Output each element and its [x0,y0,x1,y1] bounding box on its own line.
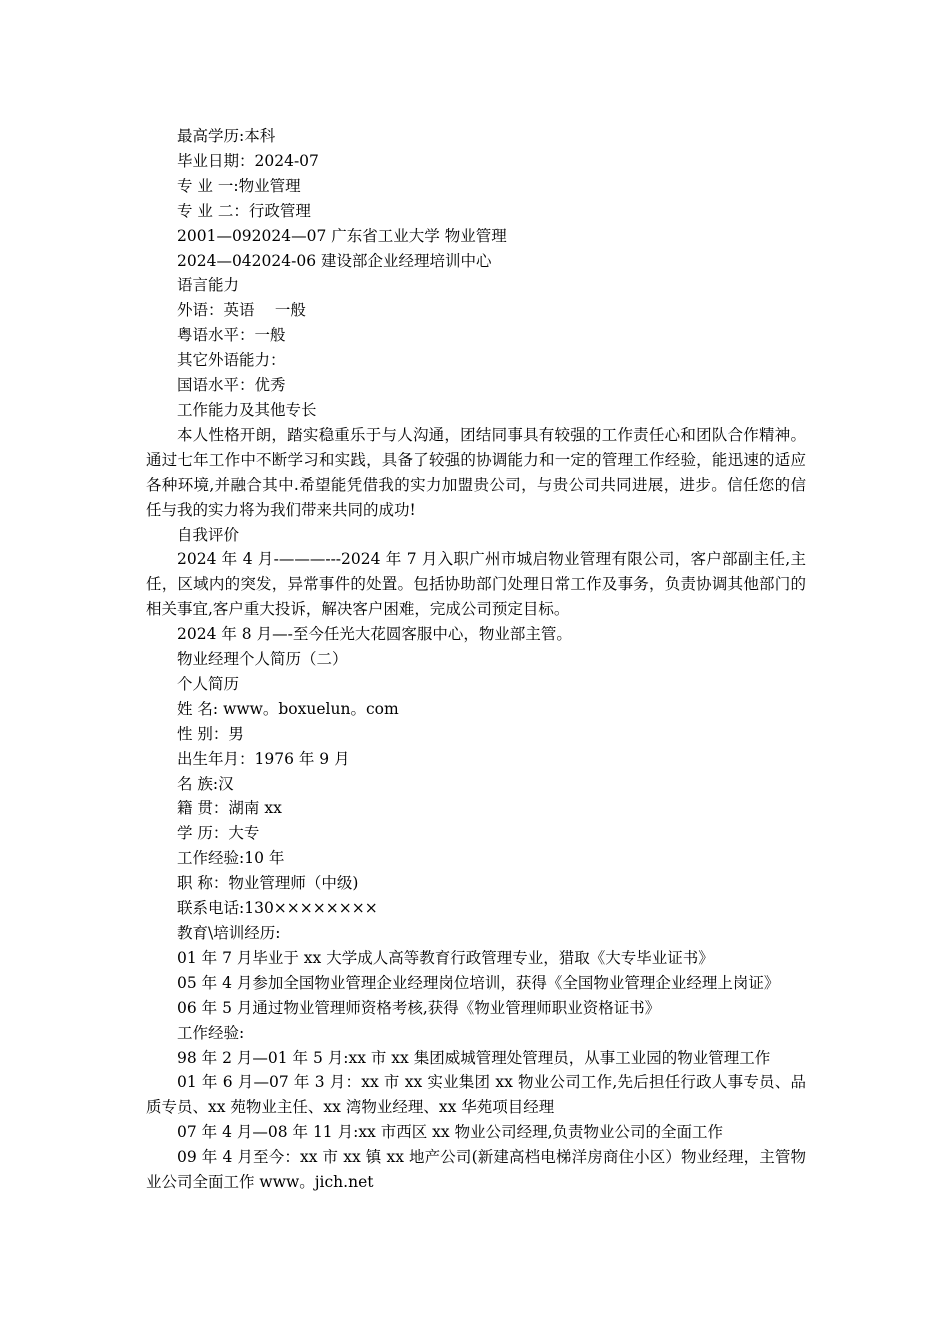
skills-paragraph: 本人性格开朗，踏实稳重乐于与人沟通，团结同事具有较强的工作责任心和团队合作精神。通过七年工作中不断学习和实践，具备了较强的协调能力和一定的管理工作经验，能迅速的适应各种环境,并融合其中.希望能凭借我的实力加盟贵公司，与贵公司共同进展，进步。信任您的信任与我的实力将为我们带来共同的成功! [146,425,806,519]
work-history-paragraph: 2024 年 4 月-———---2024 年 7 月入职广州市城启物业管理有限公司，客户部副主任,主任，区域内的突发，异常事件的处置。包括协助部门处理日常工作及事务，负责协调其他部门的相关事宜,客户重大投诉，解决客户困难，完成公司预定目标。 [146,550,806,619]
foreign-language: 外语：英语 一般 [177,301,306,320]
work-entry: 07 年 4 月—08 年 11 月:xx 市西区 xx 物业公司经理,负责物业公司的全面工作 [177,1123,723,1142]
graduation-date: 毕业日期：2024-07 [177,151,319,170]
education-entry: 2024—042024-06 建设部企业经理培训中心 [177,251,492,270]
work-entry: 09 年 4 月至今：xx 市 xx 镇 xx 地产公司(新建高档电梯洋房商住小区）物业经理，主管物业公司全面工作 www。jich.net [146,1148,806,1192]
name-field: 姓 名: www。boxuelun。com [177,699,399,718]
major-two: 专 业 二：行政管理 [177,201,311,220]
education-field: 学 历：大专 [177,824,260,843]
birth-date-field: 出生年月：1976 年 9 月 [177,749,350,768]
experience-years-field: 工作经验:10 年 [177,849,285,868]
section-heading-work-experience: 工作经验: [177,1023,245,1042]
mandarin-level: 国语水平：优秀 [177,376,286,395]
training-entry: 01 年 7 月毕业于 xx 大学成人高等教育行政管理专业，猎取《大专毕业证书》 [177,948,714,967]
highest-education: 最高学历:本科 [177,127,276,145]
cantonese-level: 粤语水平：一般 [177,326,286,345]
training-entry: 06 年 5 月通过物业管理师资格考核,获得《物业管理师职业资格证书》 [177,998,661,1017]
education-entry: 2001—092024—07 广东省工业大学 物业管理 [177,226,507,245]
other-languages: 其它外语能力： [177,351,286,370]
work-entry: 98 年 2 月—01 年 5 月:xx 市 xx 集团威城管理处管理员，从事工业园的物业管理工作 [177,1048,771,1067]
document-body [146,124,806,1195]
work-entry: 01 年 6 月—07 年 3 月：xx 市 xx 实业集团 xx 物业公司工作,先后担任行政人事专员、品质专员、xx 苑物业主任、xx 湾物业经理、xx 华苑项目经理 [146,1073,806,1117]
training-entry: 05 年 4 月参加全国物业管理企业经理岗位培训，获得《全国物业管理企业经理上岗证》 [177,973,780,992]
section-heading-resume: 个人简历 [177,674,240,693]
resume-two-title: 物业经理个人简历（二） [177,650,348,669]
section-heading-language: 语言能力 [177,276,240,295]
section-heading-training: 教育\培训经历: [177,924,281,942]
major-one: 专 业 一:物业管理 [177,176,301,195]
gender-field: 性 别：男 [177,724,244,743]
ethnicity-field: 名 族:汉 [177,774,234,793]
work-history-paragraph: 2024 年 8 月—-至今任光大花圆客服中心，物业部主管。 [177,625,572,644]
title-field: 职 称：物业管理师（中级) [177,874,359,893]
hometown-field: 籍 贯：湖南 xx [177,799,282,818]
section-heading-skills: 工作能力及其他专长 [177,400,317,419]
phone-field: 联系电话:130×××××××× [177,899,378,918]
section-heading-self-evaluation: 自我评价 [177,525,240,544]
